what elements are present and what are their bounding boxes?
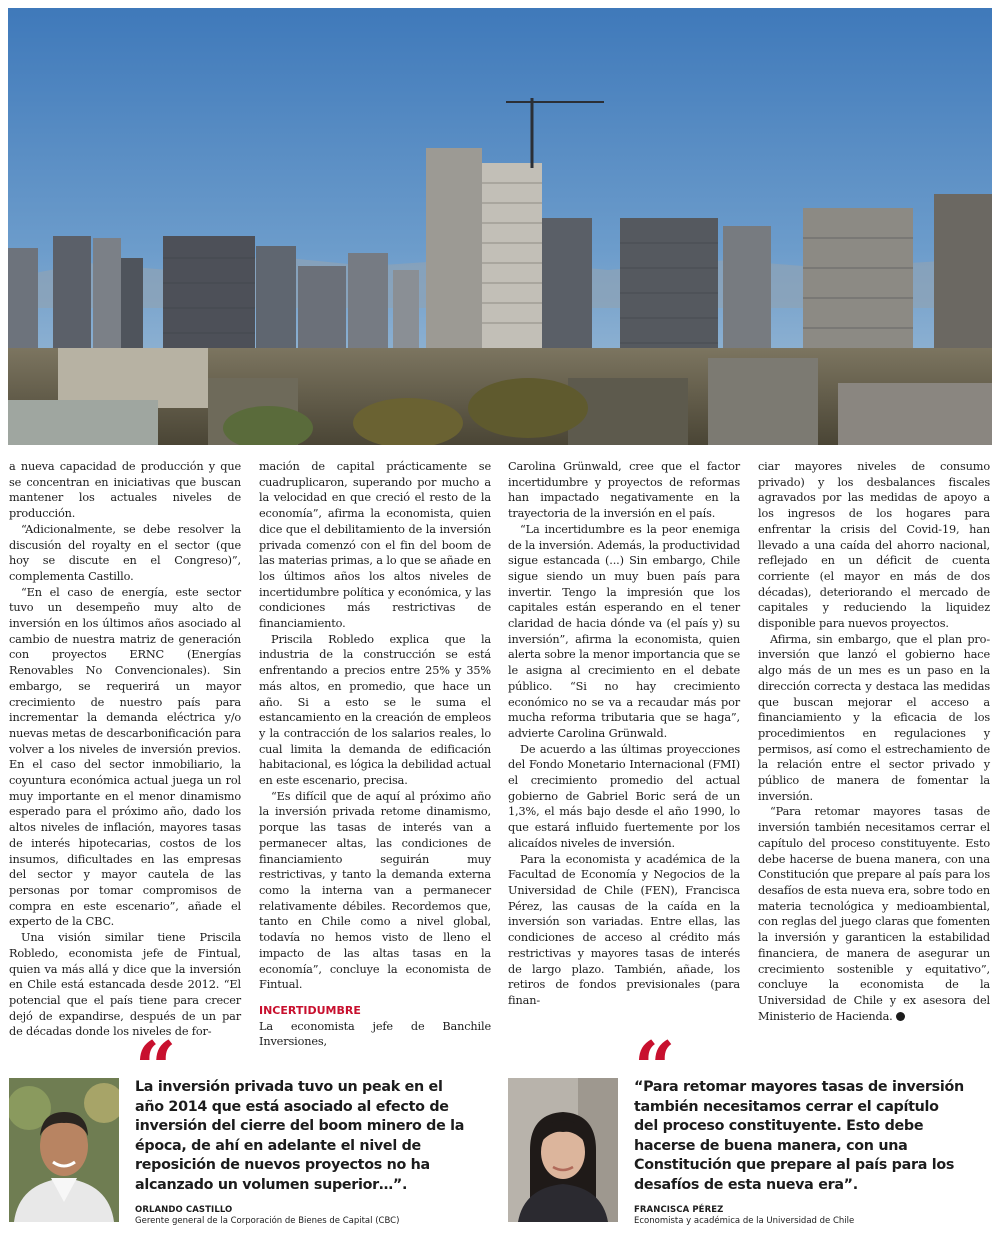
paragraph-text: “Para retomar mayores tasas de inversión también necesitamos cerrar el capítulo del proceso constituyente. Esto debe hacerse de buena manera, con una Constitución que prepare al país para los desafíos de esta nueva era, sobre todo en materia tecnológica y medioambiental, con reglas del juego claras que fomenten la inversión y garanticen la estabilidad financiera, de manera de asegurar un crecimiento sostenible y equitativo”, concluye la economista de la Universidad de Chile y ex asesora del Ministerio de Hacienda. [758, 805, 990, 1023]
paragraph: Para la economista y académica de la Facultad de Economía y Negocios de la Universidad de Chile (FEN), Francisca Pérez, las causas de la caída en la inversión son variadas. Entre ellas, las condiciones de acceso al crédito más restrictivas y mayores tasas de interés de largo plazo. También, añade, los retiros de fondos previsionales (para finan- [508, 852, 740, 1007]
pull-quote-text: “Para retomar mayores tasas de inversión también necesitamos cerrar el capítulo del proceso constituyente. Esto debe hacerse de buena manera, con una Constitución que prepare al país para los desafíos de esta nueva era”. [634, 1079, 964, 1193]
quote-author-role: Gerente general de la Corporación de Bienes de Capital (CBC) [135, 1216, 400, 1226]
man-portrait-photo [9, 1078, 119, 1222]
quote-mark: “ [634, 1025, 668, 1110]
quote-author-name: ORLANDO CASTILLO [135, 1205, 233, 1215]
section-subhead: INCERTIDUMBRE [259, 1003, 361, 1017]
quote-author-name: FRANCISCA PÉREZ [634, 1205, 724, 1215]
paragraph: Carolina Grünwald, cree que el factor incertidumbre y proyectos de reformas han impactado negativamente en la trayectoria de la inversión en el país. [508, 460, 740, 521]
end-of-article-icon [896, 1012, 905, 1021]
paragraph: “Adicionalmente, se debe resolver la discusión del royalty en el sector (que hoy se discute en el Congreso)”, complementa Castillo. [9, 522, 241, 583]
article-column-1 [9, 459, 241, 1040]
paragraph: “Es difícil que de aquí al próximo año la inversión privada retome dinamismo, porque las tasas de interés van a permanecer altas, las condiciones de financiamiento seguirán muy restrictivas, y tanto la demanda externa como la interna van a permanecer relativamente débiles. Recordemos que, tanto en Chile como a nivel global, todavía no hemos visto de lleno el impacto de las altas tasas en la economía”, concluye la economista de Fintual. [259, 789, 491, 992]
article-column-2 [259, 459, 491, 1050]
city-skyline-photo [8, 8, 992, 445]
paragraph [758, 804, 990, 1024]
paragraph: Una visión similar tiene Priscila Robledo, economista jefe de Fintual, quien va más allá y dice que la inversión en Chile está estancada desde 2012. “El potencial que el país tiene para crecer dejó de expandirse, después de un par de décadas donde los niveles de for- [9, 931, 241, 1039]
paragraph: De acuerdo a las últimas proyecciones del Fondo Monetario Internacional (FMI) el crecimiento promedio del actual gobierno de Gabriel Boric será de un 1,3%, el más bajo desde el año 1990, lo que estará influido fuertemente por los alicaídos niveles de inversión. [508, 742, 740, 850]
pull-quote-perez [634, 1025, 964, 1226]
paragraph: “La incertidumbre es la peor enemiga de la inversión. Además, la productividad sigue estancada (...) Sin embargo, Chile sigue siendo un muy buen país para invertir. Tengo la impresión que los capitales están esperando en el tener claridad de hacia dónde va (el país y) su inversión”, afirma la economista, quien alerta sobre la menor importancia que se le asigna al crecimiento en el debate público. “Si no hay crecimiento económico no se va a recaudar más por mucha reforma tributaria que se haga”, advierte Carolina Grünwald. [508, 522, 740, 740]
paragraph: a nueva capacidad de producción y que se concentran en iniciativas que buscan mantener los actuales niveles de producción. [9, 460, 241, 521]
woman-portrait-photo [508, 1078, 618, 1222]
paragraph: “En el caso de energía, este sector tuvo un desempeño muy alto de inversión en los últimos años asociado al cambio de nuestra matriz de generación con proyectos ERNC (Energías Renovables No Convencionales). Sin embargo, se requerirá un mayor crecimiento de nuestro país para incrementar la demanda eléctrica y/o nuevas metas de descarbonificación para volver a los niveles de inversión previos. En el caso del sector inmobiliario, la coyuntura económica actual juega un rol muy importante en el menor dinamismo esperado para el próximo año, dado los altos niveles de inflación, mayores tasas de interés hipotecarias, costos de los insumos, dificultades en las empresas del sector y mayor cautela de las personas por tomar compromisos de compra en este escenario”, añade el experto de la CBC. [9, 585, 241, 929]
paragraph: Priscila Robledo explica que la industria de la construcción se está enfrentando a precios entre 25% y 35% más altos, en promedio, que hace un año. Si a esto se le suma el estancamiento en la creación de empleos y la contracción de los salarios reales, lo cual limita la demanda de edificación habitacional, es lógica la debilidad actual en este escenario, precisa. [259, 632, 491, 788]
quote-author-role: Economista y académica de la Universidad de Chile [634, 1216, 855, 1226]
article-column-4 [758, 459, 990, 1024]
quote-mark: “ [135, 1025, 169, 1110]
pull-quote-text: La inversión privada tuvo un peak en el año 2014 que está asociado al efecto de inversión del cierre del boom minero de la época, de ahí en adelante el nivel de reposición de nuevos proyectos no ha alcanzado un volumen superior…”. [135, 1079, 465, 1193]
paragraph: ciar mayores niveles de consumo privado) y los desbalances fiscales agravados por las medidas de apoyo a los ingresos de los hogares para enfrentar la crisis del Covid-19, han llevado a una caída del ahorro nacional, reflejado en un déficit de cuenta corriente (el mayor en más de dos décadas), deteriorando el mercado de capitales y reduciendo la liquidez disponible para nuevos proyectos. [758, 460, 990, 631]
paragraph: Afirma, sin embargo, que el plan pro-inversión que lanzó el gobierno hace algo más de un mes es un paso en la dirección correcta y destaca las medidas que buscan mejorar el acceso a financiamiento y la eficacia de los procedimientos en regulaciones y permisos, así como el estrechamiento de la relación entre el sector privado y público de manera de fomentar la inversión. [758, 632, 990, 803]
article-column-3 [508, 459, 740, 1009]
paragraph: mación de capital prácticamente se cuadruplicaron, superando por mucho a la velocidad en que creció el resto de la economía”, afirma la economista, quien dice que el debilitamiento de la inversión privada comenzó con el fin del boom de las materias primas, a lo que se añade en los últimos años los altos niveles de incertidumbre política y económica, y las condiciones más restrictivas de financiamiento. [259, 460, 491, 631]
paragraph: La economista jefe de Banchile Inversiones, [259, 1019, 491, 1049]
